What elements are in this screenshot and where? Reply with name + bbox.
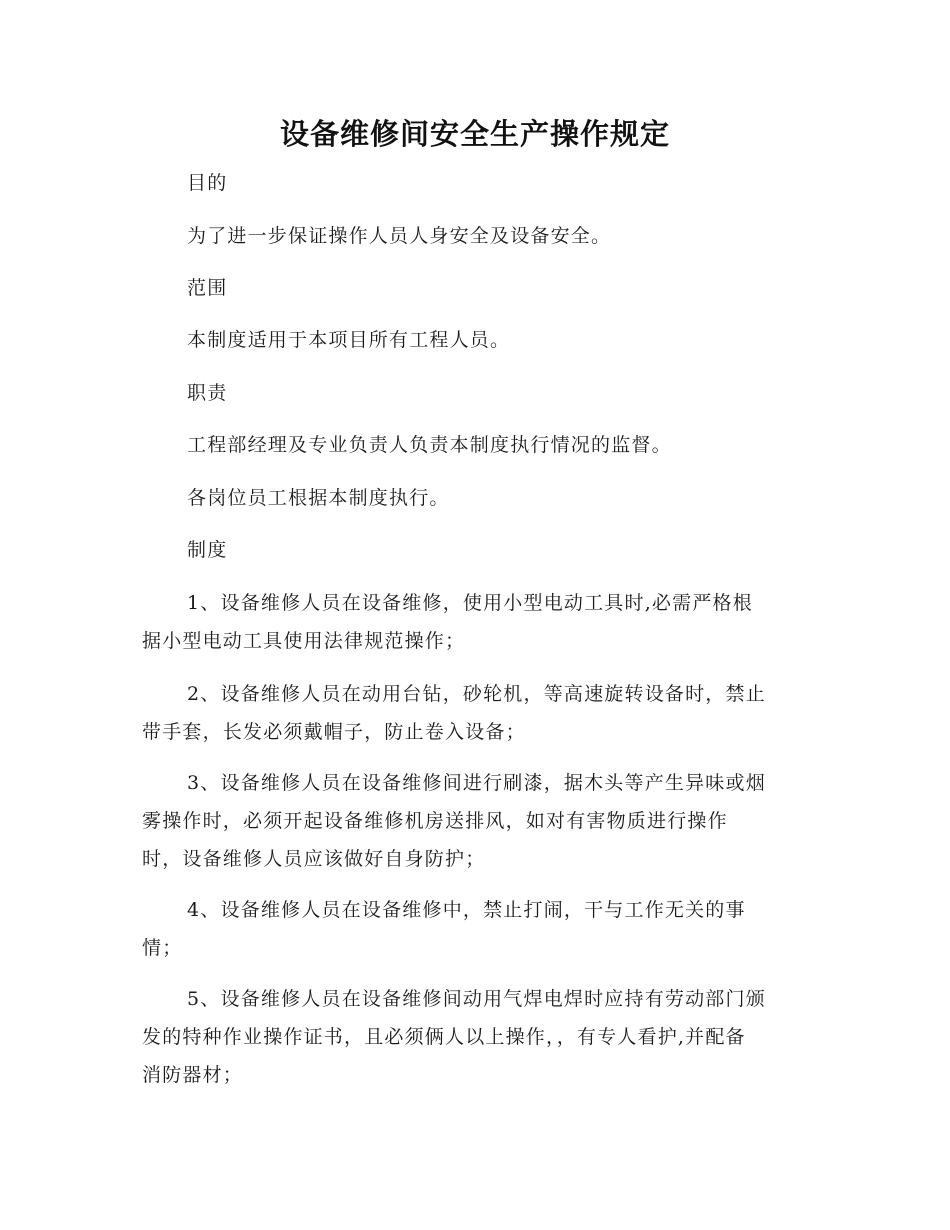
scope-text: 本制度适用于本项目所有工程人员。	[187, 329, 511, 351]
section-heading-scope: 范围	[187, 277, 228, 299]
rule-line: 1、设备维修人员在设备维修，使用小型电动工具时,必需严格根	[187, 592, 753, 614]
rule-line: 发的特种作业操作证书，且必须俩人以上操作，，有专人看护,并配备	[142, 1026, 746, 1048]
section-heading-purpose: 目的	[187, 172, 228, 194]
section-heading-rules: 制度	[187, 539, 228, 561]
rule-line: 情；	[142, 937, 183, 959]
rule-line: 消防器材；	[142, 1064, 244, 1086]
rule-line: 4、设备维修人员在设备维修中，禁止打闹，干与工作无关的事	[187, 899, 746, 921]
rule-line: 时，设备维修人员应该做好自身防护；	[142, 848, 486, 870]
document-title: 设备维修间安全生产操作规定	[279, 117, 670, 151]
rule-line: 雾操作时，必须开起设备维修机房送排风，如对有害物质进行操作	[142, 810, 728, 832]
rule-line: 5、设备维修人员在设备维修间动用气焊电焊时应持有劳动部门颁	[187, 988, 766, 1010]
rule-line: 2、设备维修人员在动用台钻，砂轮机，等高速旋转设备时，禁止	[187, 683, 766, 705]
rule-line: 带手套，长发必须戴帽子，防止卷入设备；	[142, 721, 526, 743]
rule-line: 据小型电动工具使用法律规范操作；	[142, 630, 466, 652]
section-heading-duty: 职责	[187, 382, 228, 404]
purpose-text: 为了进一步保证操作人员人身安全及设备安全。	[187, 225, 612, 247]
duty-text-1: 工程部经理及专业负责人负责本制度执行情况的监督。	[187, 434, 672, 456]
duty-text-2: 各岗位员工根据本制度执行。	[187, 487, 450, 509]
rule-line: 3、设备维修人员在设备维修间进行刷漆，据木头等产生异味或烟	[187, 772, 766, 794]
